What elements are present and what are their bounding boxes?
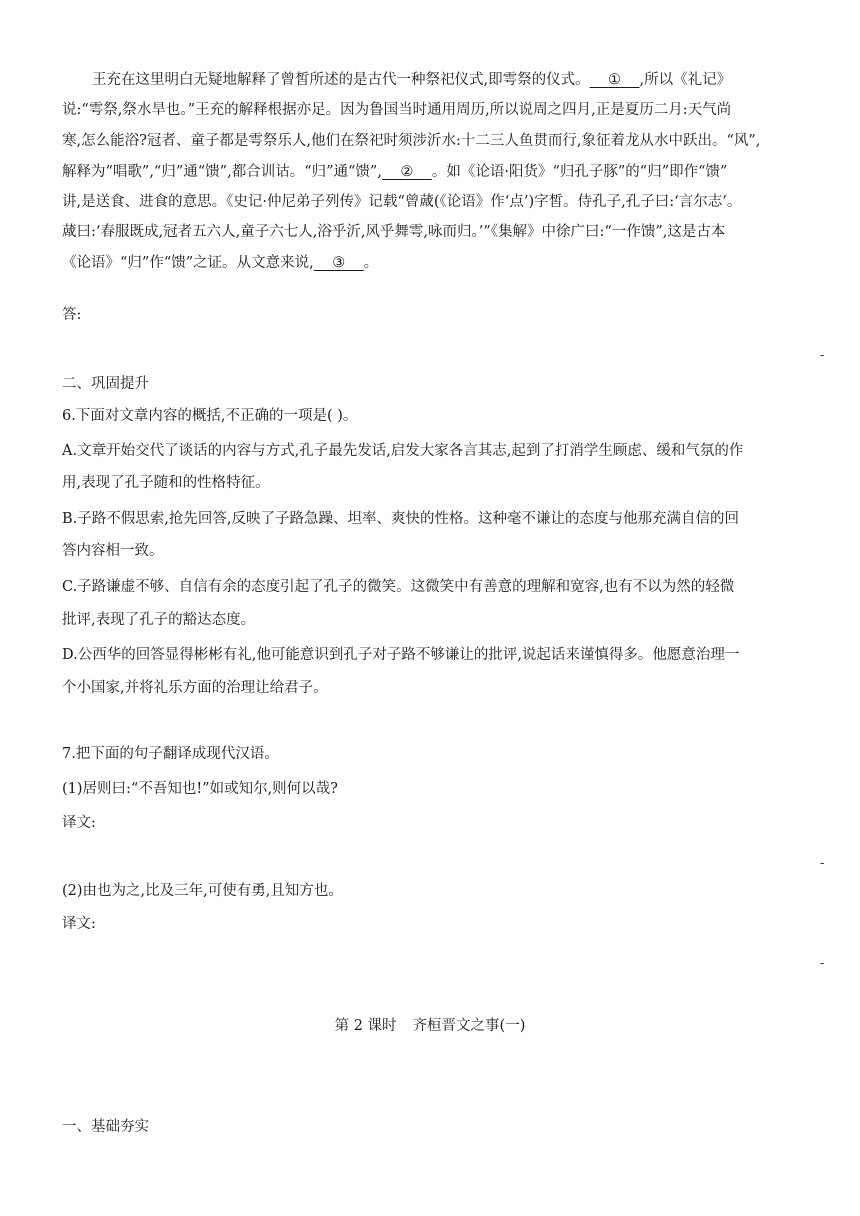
option-d-line-2[interactable]: 个小国家,并将礼乐方面的治理让给君子。 xyxy=(62,680,328,696)
option-a-line-1[interactable]: A.文章开始交代了谈话的内容与方式,孔子最先发话,启发大家各言其志,起到了打消学生顾虑、缓和气氛的作 xyxy=(62,443,744,459)
answer-label: 答: xyxy=(62,307,82,323)
option-d-line-1[interactable]: D.公西华的回答显得彬彬有礼,他可能意识到孔子对子路不够谦让的批评,说起话来谨慎得多。他愿意治理一 xyxy=(62,647,740,663)
lesson-title: 第 2 课时 齐桓晋文之事(一) xyxy=(334,1018,526,1034)
passage-line-1: 王充在这里明白无疑地解释了曾皙所述的是古代一种祭祀仪式,即雩祭的仪式。 ① ,所以《礼记》 xyxy=(92,72,732,88)
option-c-line-2[interactable]: 批评,表现了孔子的豁达态度。 xyxy=(62,612,256,628)
question-6-stem: 6.下面对文章内容的概括,不正确的一项是( )。 xyxy=(62,408,358,424)
passage-line-2: 说:“雩祭,祭水旱也。”王充的解释根据亦足。因为鲁国当时通用周历,所以说周之四月,正是夏历二月:天气尚 xyxy=(62,102,732,118)
passage-line-7: 《论语》“归”作“馈”之证。从文意来说, ③ 。 xyxy=(62,255,379,271)
translation-2-line-end: - xyxy=(820,956,825,971)
answer-blank-3[interactable]: ③ xyxy=(313,255,364,271)
answer-blank-1[interactable]: ① xyxy=(589,72,640,88)
option-c-line-1[interactable]: C.子路谦虚不够、自信有余的态度引起了孔子的微笑。这微笑中有善意的理解和宽容,也有不以为然的轻微 xyxy=(62,579,735,595)
passage-line-6: 蒧曰:‘春服既成,冠者五六人,童子六七人,浴乎沂,风乎舞雩,咏而归。’”《集解》中徐广曰:“一作馈”,这是古本 xyxy=(62,224,726,240)
passage-line-5: 讲,是送食、进食的意思。《史记·仲尼弟子列传》记载“曾蒧(《论语》作‘点’)字皙。侍孔子,孔子曰:‘言尔志’。 xyxy=(62,194,742,210)
option-b-line-2[interactable]: 答内容相一致。 xyxy=(62,543,164,559)
answer-blank-2[interactable]: ② xyxy=(381,164,432,180)
option-b-line-1[interactable]: B.子路不假思索,抢先回答,反映了子路急躁、坦率、爽快的性格。这种毫不谦让的态度与他那充满自信的回 xyxy=(62,511,739,527)
passage-line-4: 解释为“唱歌”,“归”通“馈”,都合训诂。“归”通“馈”, ② 。如《论语·阳货》“归孔子豚”的“归”即作“馈” xyxy=(62,164,728,180)
passage-line-3: 寒,怎么能浴?冠者、童子都是雩祭乐人,他们在祭祀时须涉沂水:十二三人鱼贯而行,象征着龙从水中跃出。“风”, xyxy=(62,133,761,149)
translation-label-1: 译文: xyxy=(62,815,96,831)
section-heading-foundation: 一、基础夯实 xyxy=(62,1119,149,1135)
question-7-stem: 7.把下面的句子翻译成现代汉语。 xyxy=(62,746,279,762)
question-7-sentence-2: (2)由也为之,比及三年,可使有勇,且知方也。 xyxy=(62,883,343,899)
answer-line-end: - xyxy=(820,348,825,363)
translation-label-2: 译文: xyxy=(62,916,96,932)
translation-1-line-end: - xyxy=(820,856,825,871)
question-7-sentence-1: (1)居则曰:“不吾知也!”如或知尔,则何以哉? xyxy=(62,781,338,797)
option-a-line-2[interactable]: 用,表现了孔子随和的性格特征。 xyxy=(62,475,270,491)
section-heading-consolidate: 二、巩固提升 xyxy=(62,376,149,392)
